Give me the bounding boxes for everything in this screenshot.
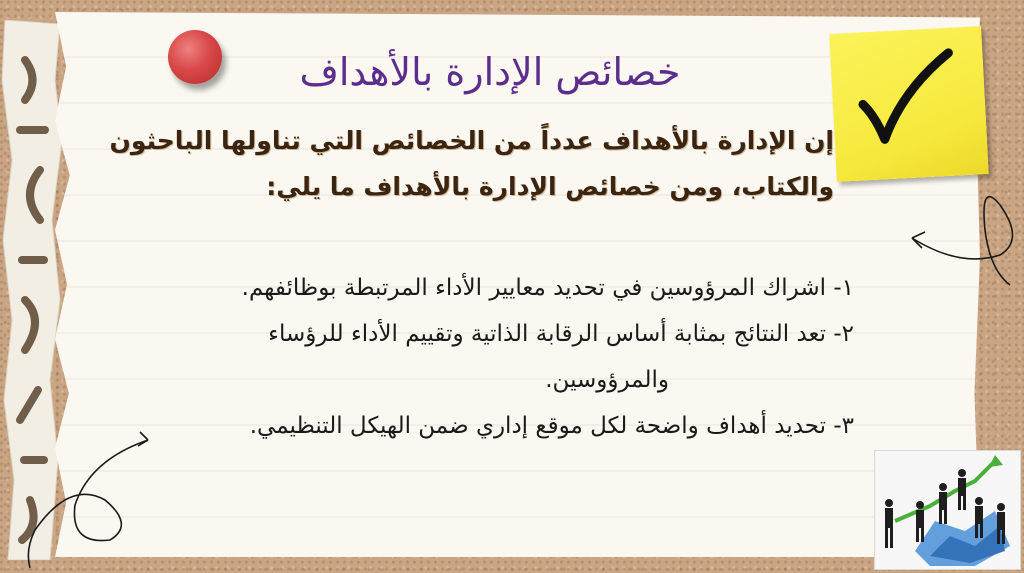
intro-line-2: والكتاب، ومن خصائص الإدارة بالأهداف ما يلي: <box>266 172 834 201</box>
checkmark-icon <box>829 26 989 182</box>
sticky-note <box>829 26 989 182</box>
list-item: ٢- تعد النتائج بمثابة أساس الرقابة الذاتية وتقييم الأداء للرؤساء <box>268 321 854 347</box>
list-item: والمرؤوسين. <box>545 367 669 393</box>
intro-paragraph <box>109 118 834 210</box>
list-item: ١- اشراك المرؤوسين في تحديد معايير الأداء المرتبطة بوظائفهم. <box>241 275 854 301</box>
pushpin-icon <box>168 30 222 84</box>
intro-line-1: إن الإدارة بالأهداف عدداً من الخصائص التي تناولها الباحثون <box>109 126 834 155</box>
business-people-icon <box>875 451 1020 569</box>
list-item: ٣- تحديد أهداف واضحة لكل موقع إداري ضمن الهيكل التنظيمي. <box>249 413 854 439</box>
characteristics-list <box>174 265 854 449</box>
slide-title: خصائص الإدارة بالأهداف <box>299 50 681 94</box>
business-growth-image <box>874 450 1021 570</box>
